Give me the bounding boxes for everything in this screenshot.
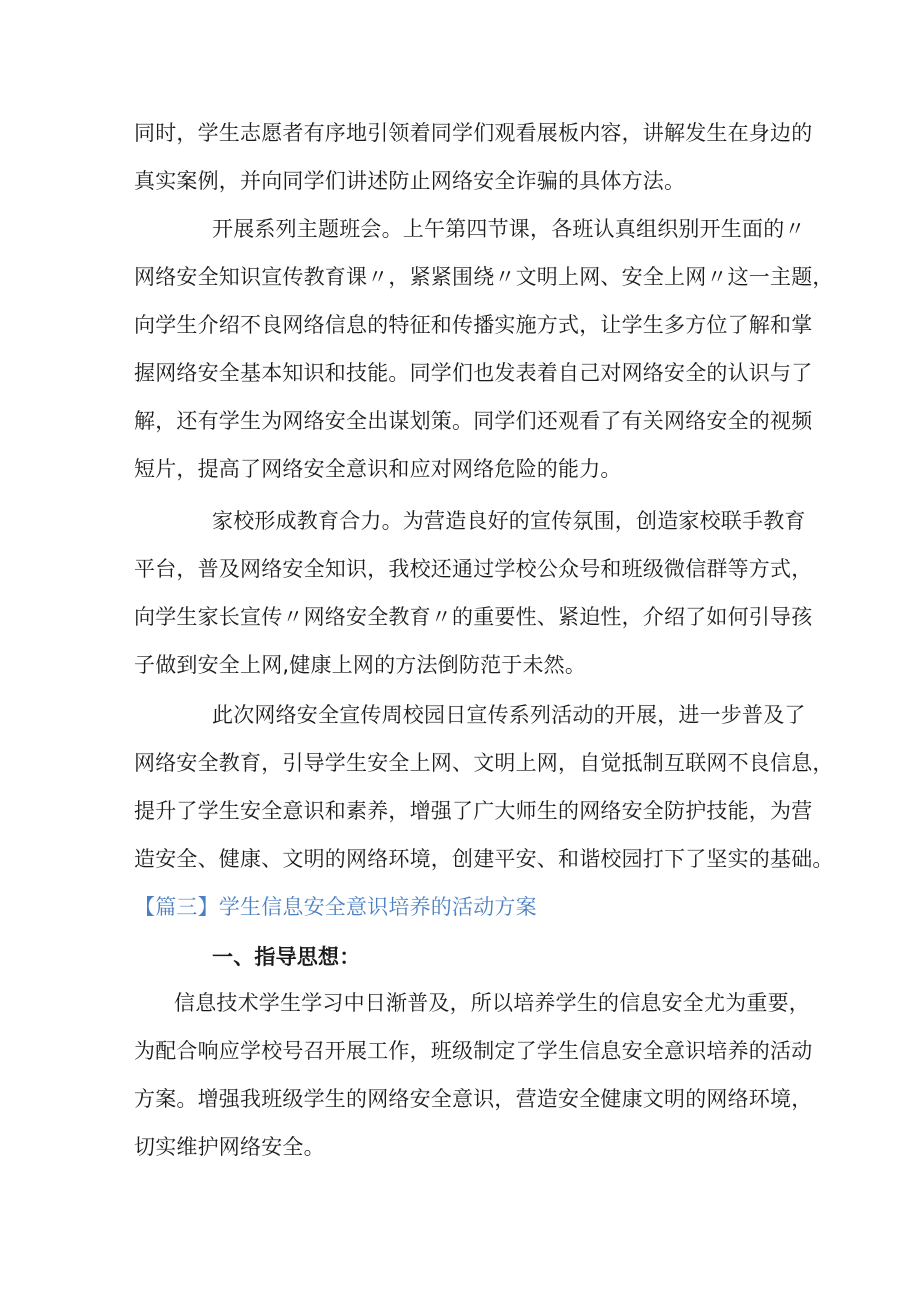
section-heading: 【篇三】学生信息安全意识培养的活动方案 — [134, 895, 537, 919]
paragraph-line: 切实维护网络安全。 — [134, 1135, 325, 1159]
paragraph-line: 真实案例，并向同学们讲述防止网络安全诈骗的具体方法。 — [134, 169, 686, 193]
paragraph-line: 平台，普及网络安全知识，我校还通过学校公众号和班级微信群等方式， — [134, 557, 813, 581]
paragraph-line: 短片，提高了网络安全意识和应对网络危险的能力。 — [134, 457, 622, 481]
paragraph-line: 方案。增强我班级学生的网络安全意识，营造安全健康文明的网络环境， — [134, 1087, 813, 1111]
paragraph-line: 开展系列主题班会。上午第四节课，各班认真组织别开生面的〃 — [212, 217, 806, 241]
paragraph-line: 向学生家长宣传〃网络安全教育〃的重要性、紧迫性，介绍了如何引导孩 — [134, 605, 813, 629]
paragraph-line: 向学生介绍不良网络信息的特征和传播实施方式，让学生多方位了解和掌 — [134, 313, 813, 337]
paragraph-line: 握网络安全基本知识和技能。同学们也发表着自己对网络安全的认识与了 — [134, 361, 813, 385]
paragraph-line: 子做到安全上网,健康上网的方法倒防范于未然。 — [134, 653, 587, 677]
paragraph-line: 解，还有学生为网络安全出谋划策。同学们还观看了有关网络安全的视频 — [134, 409, 813, 433]
paragraph-line: 造安全、健康、文明的网络环境，创建平安、和谐校园打下了坚实的基础。 — [134, 847, 834, 871]
subheading: 一、指导思想： — [212, 945, 361, 969]
paragraph-line: 信息技术学生学习中日渐普及，所以培养学生的信息安全尤为重要， — [174, 991, 810, 1015]
paragraph-line: 同时，学生志愿者有序地引领着同学们观看展板内容，讲解发生在身边的 — [134, 121, 813, 145]
paragraph-line: 家校形成教育合力。为营造良好的宣传氛围，创造家校联手教育 — [212, 509, 806, 533]
paragraph-line: 提升了学生安全意识和素养，增强了广大师生的网络安全防护技能，为营 — [134, 799, 813, 823]
paragraph-line: 为配合响应学校号召开展工作，班级制定了学生信息安全意识培养的活动 — [134, 1039, 813, 1063]
paragraph-line: 网络安全知识宣传教育课〃，紧紧围绕〃文明上网、安全上网〃这一主题， — [134, 265, 834, 289]
paragraph-line: 此次网络安全宣传周校园日宣传系列活动的开展，进一步普及了 — [212, 703, 806, 727]
paragraph-line: 网络安全教育，引导学生安全上网、文明上网，自觉抵制互联网不良信息， — [134, 751, 834, 775]
